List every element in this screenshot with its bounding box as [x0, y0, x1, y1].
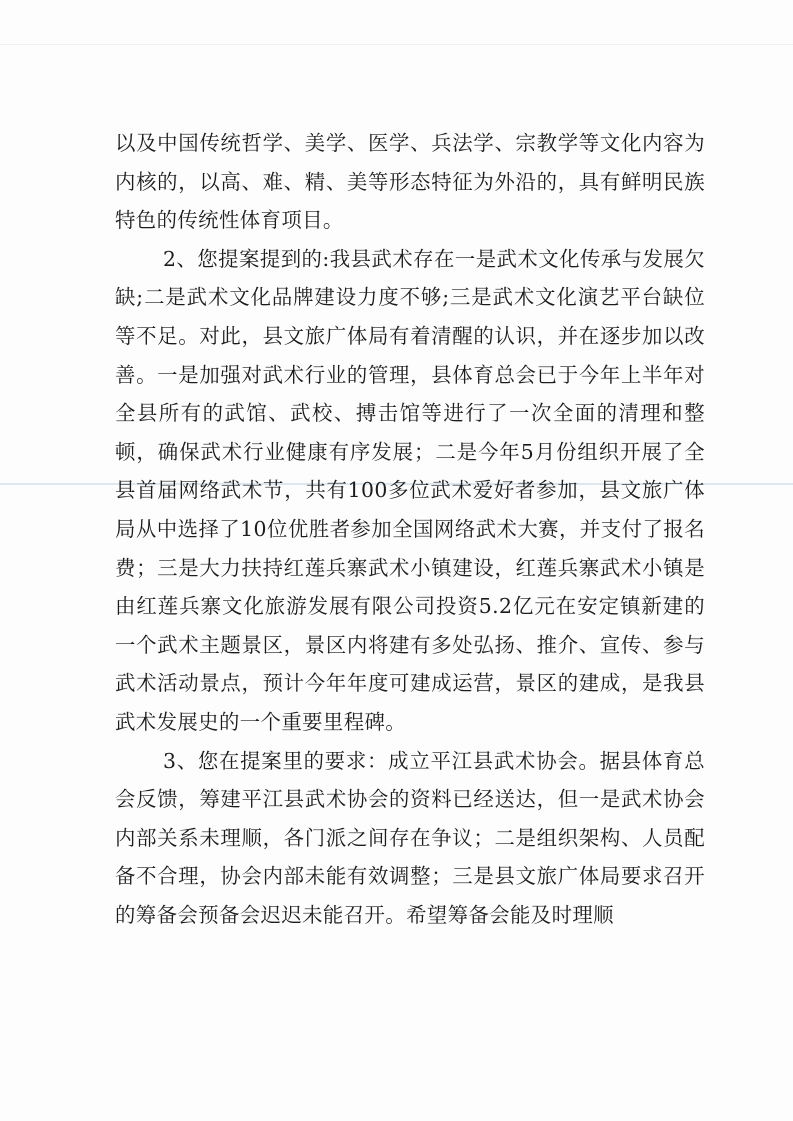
scan-artifact-line [0, 44, 793, 45]
paragraph-item-2: 2、您提案提到的:我县武术存在一是武术文化传承与发展欠缺;二是武术文化品牌建设力度不够;三是武术文化演艺平台缺位等不足。对此，县文旅广体局有着清醒的认识，并在逐步加以改善。一是加强对武术行业的管理，县体育总会已于今年上半年对全县所有的武馆、武校、搏击馆等进行了一次全面的清理和整顿，确保武术行业健康有序发展；二是今年5月份组织开展了全县首届网络武术节，共有100多位武术爱好者参加，县文旅广体局从中选择了10位优胜者参加全国网络武术大赛，并支付了报名费；三是大力扶持红莲兵寨武术小镇建设，红莲兵寨武术小镇是由红莲兵寨文化旅游发展有限公司投资5.2亿元在安定镇新建的一个武术主题景区，景区内将建有多处弘扬、推介、宣传、参与武术活动景点，预计今年年度可建成运营，景区的建成，是我县武术发展史的一个重要里程碑。 [115, 246, 705, 734]
paragraph-continuation: 以及中国传统哲学、美学、医学、兵法学、宗教学等文化内容为内核的，以高、难、精、美等形态特征为外沿的，具有鲜明民族特色的传统性体育项目。 [115, 131, 705, 233]
paragraph-item-3: 3、您在提案里的要求：成立平江县武术协会。据县体育总会反馈，筹建平江县武术协会的资料已经送达，但一是武术协会内部关系未理顺，各门派之间存在争议；二是组织架构、人员配备不合理，协会内部未能有效调整；三是县文旅广体局要求召开的筹备会预备会迟迟未能召开。希望筹备会能及时理顺 [115, 748, 705, 927]
document-body [115, 124, 705, 934]
